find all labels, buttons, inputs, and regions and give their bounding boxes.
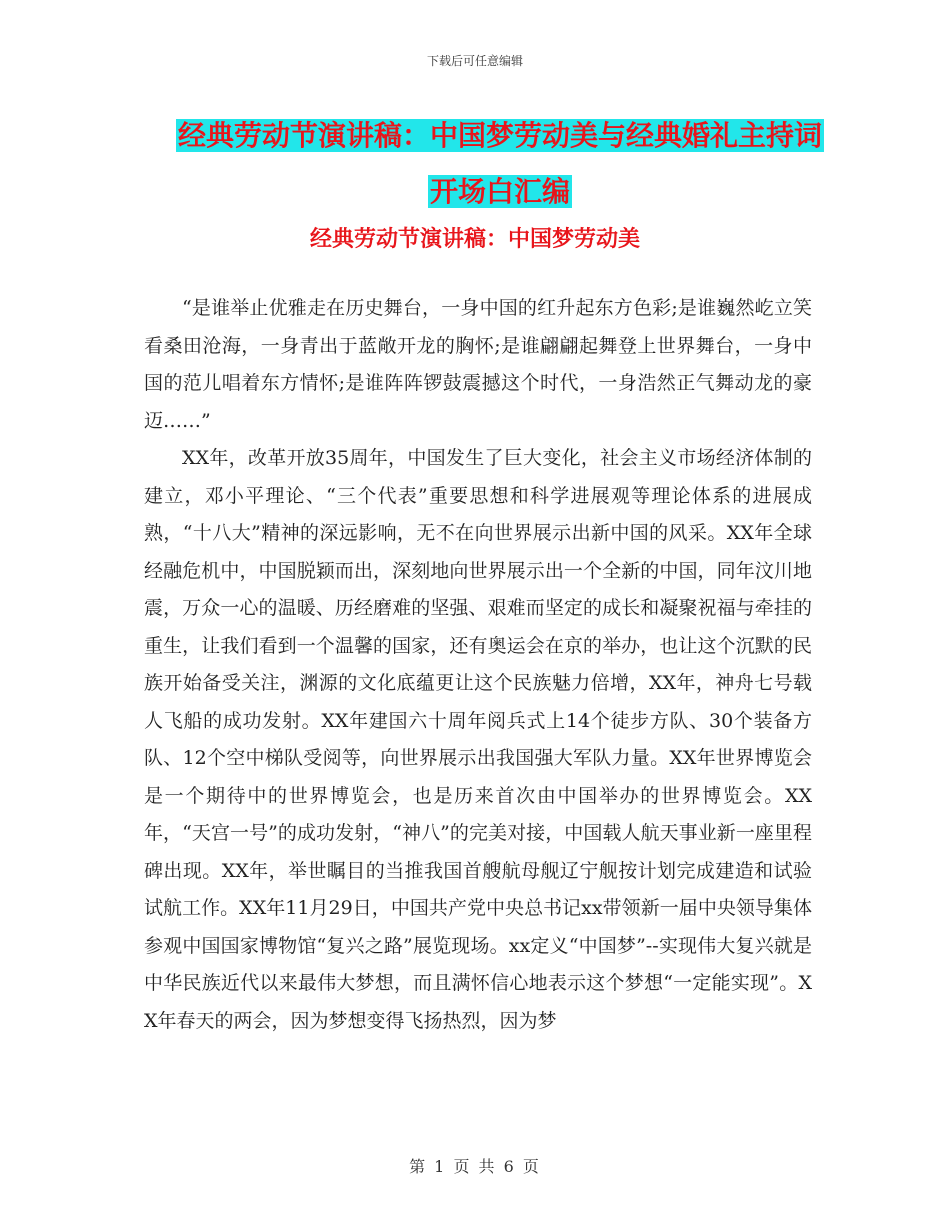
page-header-note: 下载后可任意编辑	[426, 54, 523, 68]
paragraph-poem: “是谁举止优雅走在历史舞台，一身中国的红升起东方色彩;是谁巍然屹立笑看桑田沧海，一身青出于蓝敞开龙的胸怀;是谁翩翩起舞登上世界舞台，一身中国的范儿唱着东方情怀;是谁阵阵锣鼓震撼这个时代，一身浩然正气舞动龙的豪迈……”	[144, 297, 812, 432]
document-title	[140, 108, 860, 220]
page-number-footer: 第 1 页 共 6 页	[409, 1157, 541, 1176]
paragraph-history: XX年，改革开放35周年，中国发生了巨大变化，社会主义市场经济体制的建立，邓小平理论、“三个代表”重要思想和科学进展观等理论体系的进展成熟，“十八大”精神的深远影响，无不在向世界展示出新中国的风采。XX年全球经融危机中，中国脱颖而出，深刻地向世界展示出一个全新的中国，同年汶川地震，万众一心的温暖、历经磨难的坚强、艰难而坚定的成长和凝聚祝福与牵挂的重生，让我们看到一个温馨的国家，还有奥运会在京的举办，也让这个沉默的民族开始备受关注，渊源的文化底蕴更让这个民族魅力倍增，XX年，神舟七号载人飞船的成功发射。XX年建国六十周年阅兵式上14个徒步方队、30个装备方队、12个空中梯队受阅等，向世界展示出我国强大军队力量。XX年世界博览会是一个期待中的世界博览会，也是历来首次由中国举办的世界博览会。XX年，“天宫一号”的成功发射，“神八”的完美对接，中国载人航天事业新一座里程碑出现。XX年，举世瞩目的当推我国首艘航母舰辽宁舰按计划完成建造和试验试航工作。XX年11月29日，中国共产党中央总书记xx带领新一届中央领导集体参观中国国家博物馆“复兴之路”展览现场。xx定义“中国梦”--实现伟大复兴就是中华民族近代以来最伟大梦想，而且满怀信心地表示这个梦想“一定能实现”。XX年春天的两会，因为梦想变得飞扬热烈，因为梦	[144, 447, 812, 1032]
document-title-line-1: 经典劳动节演讲稿：中国梦劳动美与经典婚礼主持词	[177, 119, 822, 152]
document-title-line-2: 开场白汇编	[429, 175, 570, 208]
section-title: 经典劳动节演讲稿：中国梦劳动美	[309, 227, 640, 252]
document-body	[144, 290, 812, 1040]
